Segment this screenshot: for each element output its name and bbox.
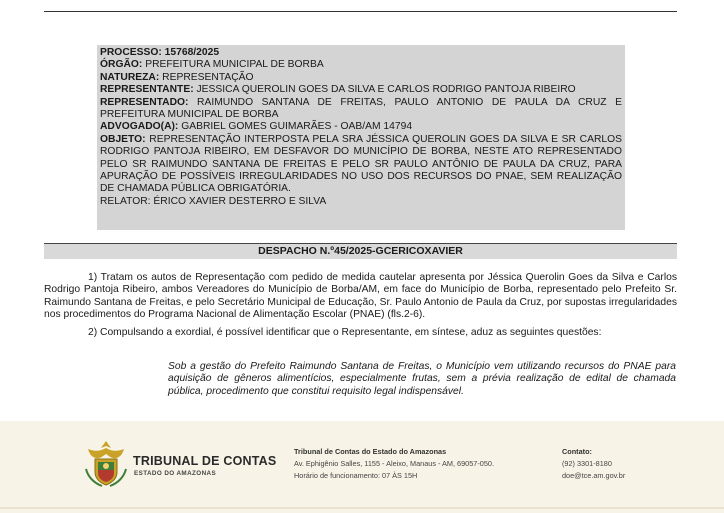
contact-email[interactable]: doe@tce.am.gov.br (562, 471, 626, 480)
footer (0, 421, 724, 513)
representante-line (100, 84, 622, 96)
advogado-label: ADVOGADO(A): (100, 121, 179, 133)
representado-label: REPRESENTADO: (100, 96, 189, 108)
brand-subtitle: ESTADO DO AMAZONAS (134, 470, 217, 477)
representado-value: RAIMUNDO SANTANA DE FREITAS, PAULO ANTONIO DE PAULA DA CRUZ E PREFEITURA MUNICIPAL DE BORBA (100, 96, 622, 121)
top-rule (44, 11, 677, 12)
relator-line (100, 196, 622, 208)
orgao-value: PREFEITURA MUNICIPAL DE BORBA (145, 59, 324, 71)
objeto-value: REPRESENTAÇÃO INTERPOSTA PELA SRA JÉSSICA QUEROLIN GOES DA SILVA E SR CARLOS RODRIGO PANTOJA RIBEIRO, EM DESFAVOR DO MUNICÍPIO DE BORBA, NESTE ATO REPRESENTADO PELO SR RAIMUNDO SANTANA DE FREITAS E PELO SR PAULO ANTÔNIO DE PAULA DA CRUZ, PARA APURAÇÃO DE POSSÍVEIS IRREGULARIDADES NO USO DOS RECURSOS DO PNAE, SEM REALIZAÇÃO DE CHAMADA PÚBLICA OBRIGATÓRIA. (100, 133, 622, 195)
address-title: Tribunal de Contas do Estado do Amazonas (294, 447, 447, 456)
relator-value: ÉRICO XAVIER DESTERRO E SILVA (153, 195, 327, 207)
representado-line (100, 97, 622, 122)
representante-label: REPRESENTANTE: (100, 84, 194, 96)
paragraph-2: 2) Compulsando a exordial, é possível identificar que o Representante, em síntese, aduz as seguintes questões: (88, 326, 602, 338)
hours-line: Horário de funcionamento: 07 ÀS 15H (294, 471, 418, 480)
processo-label: PROCESSO: (100, 47, 162, 58)
processo-value: 15768/2025 (164, 47, 220, 58)
orgao-line (100, 59, 622, 71)
paragraph-1: 1) Tratam os autos de Representação com pedido de medida cautelar apresenta por Jéssica Querolin Goes da Silva e Carlos Rodrigo Pantoja Ribeiro, ambos Vereadores do Município de Borba/AM, em face do Município de Borba, representado pelo Prefeito Sr. Raimundo Santana de Freitas, e pelo Secretário Municipal de Educação, Sr. Paulo Antonio de Paula da Cruz, por supostas irregularidades nos procedimentos do Programa Nacional de Alimentação Escolar (PNAE) (fls.2-6). (44, 272, 677, 321)
contact-phone: (92) 3301-8180 (562, 459, 612, 468)
representante-value: JESSICA QUEROLIN GOES DA SILVA E CARLOS RODRIGO PANTOJA RIBEIRO (196, 84, 576, 96)
tce-am-crest-icon (80, 439, 132, 489)
block-quote: Sob a gestão do Prefeito Raimundo Santana de Freitas, o Município vem utilizando recursos do PNAE para aquisição de gêneros alimentícios, especialmente frutas, sem a prévia realização de edital de chamada pública, procedimento que constitui requisito legal indispensável. (168, 361, 676, 397)
advogado-line (100, 121, 622, 133)
brand-name: TRIBUNAL DE CONTAS (133, 454, 277, 468)
contact-block (562, 446, 625, 482)
objeto-line (100, 134, 622, 196)
body-text (44, 272, 677, 344)
processo-line (100, 47, 622, 59)
natureza-value: REPRESENTAÇÃO (162, 71, 254, 83)
orgao-label: ÓRGÃO: (100, 59, 143, 71)
footer-bottom-rule (0, 507, 724, 509)
relator-label: RELATOR: (100, 195, 151, 207)
natureza-label: NATUREZA: (100, 71, 160, 83)
contact-title: Contato: (562, 447, 592, 456)
address-line: Av. Ephigênio Salles, 1155 - Aleixo, Manaus - AM, 69057-050. (294, 459, 494, 468)
despacho-title: DESPACHO N.º45/2025-GCERICOXAVIER (44, 243, 677, 259)
case-summary-box (97, 45, 625, 230)
advogado-value: GABRIEL GOMES GUIMARÃES - OAB/AM 14794 (181, 121, 413, 133)
address-block (294, 446, 494, 482)
objeto-label: OBJETO: (100, 133, 146, 145)
natureza-line (100, 72, 622, 84)
